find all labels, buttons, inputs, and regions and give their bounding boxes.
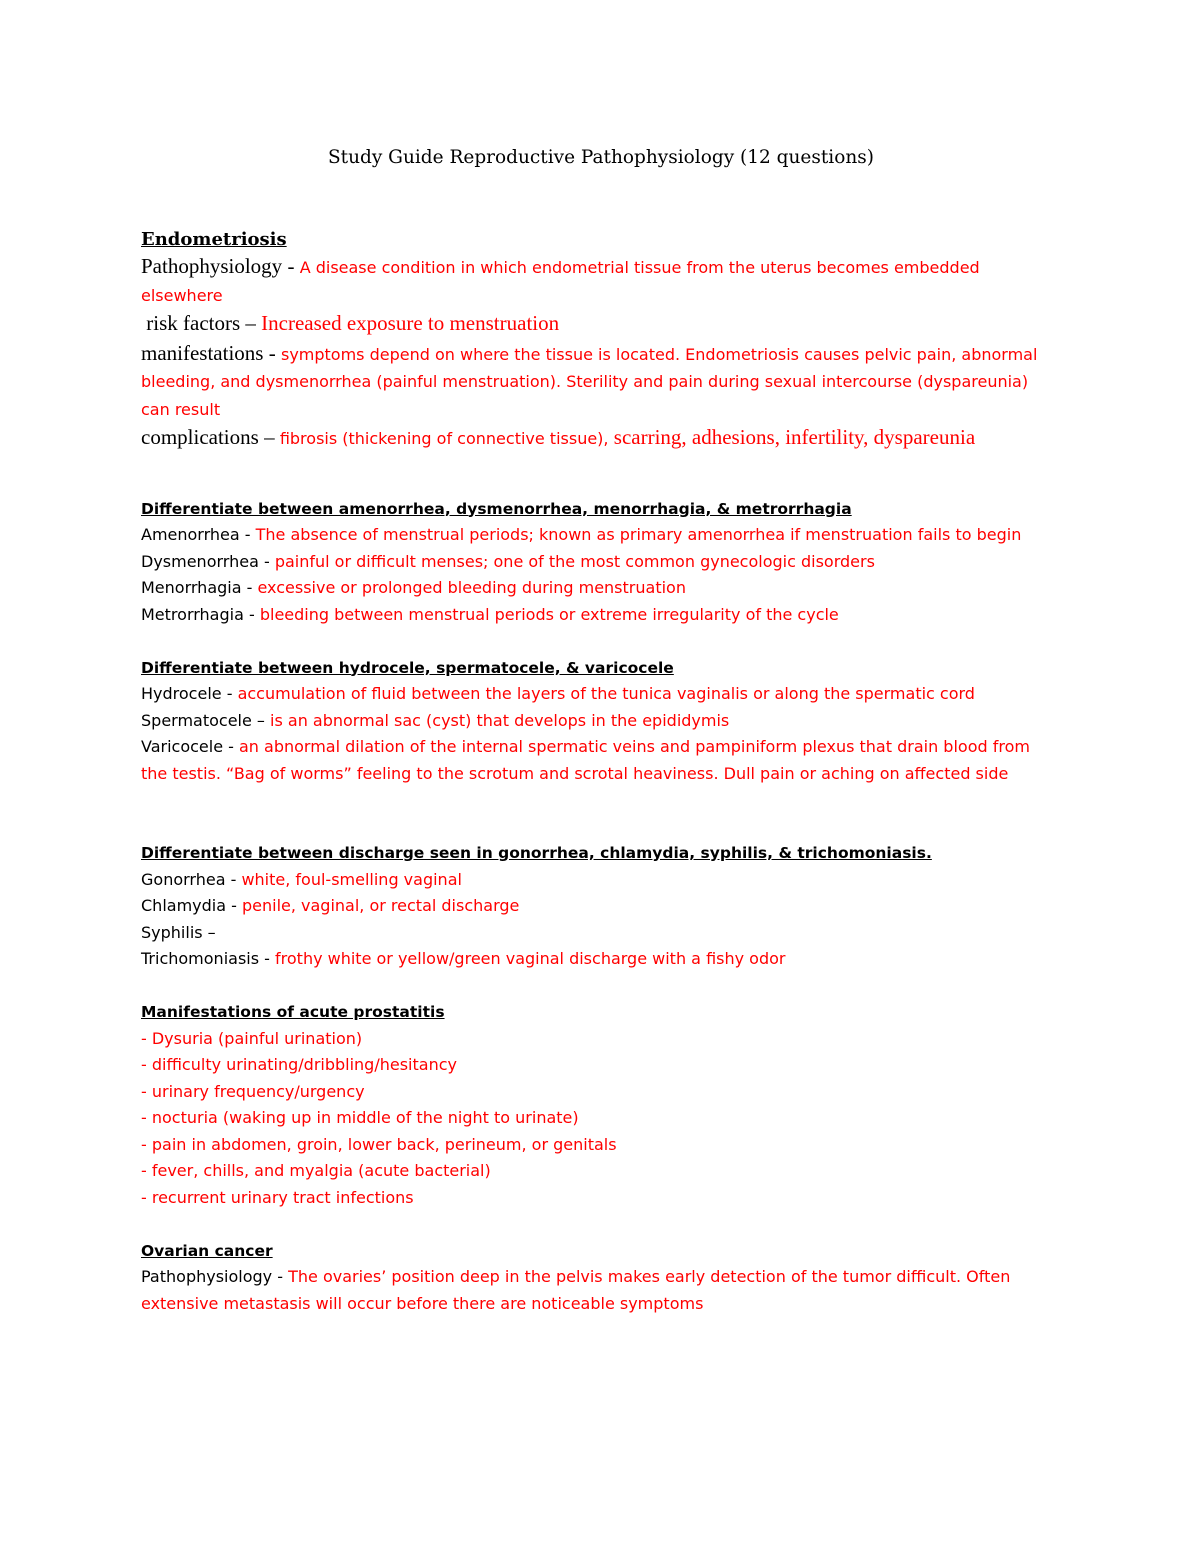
separator: - (221, 684, 238, 703)
term: Varicocele (141, 737, 224, 756)
menstrual-heading: Differentiate between amenorrhea, dysmenorrhea, menorrhagia, & metrorrhagia (141, 499, 852, 518)
label-manifestations: manifestations (141, 340, 264, 365)
definition: bleeding between menstrual periods or extreme irregularity of the cycle (259, 604, 839, 624)
label-pathophysiology: Pathophysiology (141, 254, 283, 278)
pathophysiology-text: A disease condition in which endometrial tissue from the uterus becomes embedded elsewhere (141, 258, 980, 305)
document-title: Study Guide Reproductive Pathophysiology (12 questions) (327, 147, 874, 168)
discharge-section (141, 840, 1061, 973)
label-complications: complications (141, 425, 259, 449)
definition: an abnormal dilation of the internal spermatic veins and pampiniform plexus that drain blood from the testis. “Bag of worms” feeling to the scrotum and scrotal heaviness. Dull pain or aching on affected side (141, 737, 1030, 783)
term: Gonorrhea (141, 869, 226, 889)
separator: – (240, 311, 262, 335)
list-item (141, 522, 1061, 549)
list-item (141, 708, 1061, 735)
complications-text-part2: scarring, adhesions, infertility, dyspareunia (608, 425, 976, 449)
endometriosis-risk-factors (141, 310, 1061, 340)
separator: – (258, 425, 280, 449)
definition: frothy white or yellow/green vaginal discharge with a fishy odor (275, 949, 786, 968)
definition: is an abnormal sac (cyst) that develops in the epididymis (270, 710, 730, 730)
endometriosis-heading: Endometriosis (141, 229, 287, 250)
term: Metrorrhagia (141, 604, 244, 624)
separator: – (202, 922, 216, 942)
prostatitis-section (141, 999, 1061, 1211)
label-risk-factors: risk factors (141, 311, 241, 335)
separator: - (282, 254, 300, 278)
term: Syphilis (141, 922, 203, 942)
definition: painful or difficult menses; one of the most common gynecologic disorders (274, 551, 875, 571)
list-item (141, 946, 1061, 973)
definition: penile, vaginal, or rectal discharge (241, 896, 520, 915)
list-item (141, 734, 1061, 787)
ovarian-section (141, 1238, 1061, 1318)
complications-text-part1: fibrosis (thickening of connective tissue), (279, 429, 609, 448)
list-item (141, 920, 1061, 947)
list-item (141, 893, 1061, 920)
separator: - (241, 578, 258, 597)
menstrual-section (141, 496, 1061, 629)
term: Spermatocele (141, 710, 252, 730)
list-item: - recurrent urinary tract infections (141, 1187, 414, 1207)
term: Chlamydia (141, 896, 227, 915)
term: Hydrocele (141, 684, 222, 703)
definition: The absence of menstrual periods; known as primary amenorrhea if menstruation fails to begin (255, 525, 1022, 544)
list-item (141, 867, 1061, 894)
list-item: - Dysuria (painful urination) (141, 1028, 363, 1048)
separator: – (251, 710, 271, 730)
list-item (141, 575, 1061, 602)
term: Trichomoniasis (141, 949, 260, 968)
term: Menorrhagia (141, 578, 242, 597)
separator: - (226, 896, 242, 915)
separator: - (243, 604, 260, 624)
risk-factors-text: Increased exposure to menstruation (261, 311, 560, 335)
list-item: - difficulty urinating/dribbling/hesitancy (141, 1055, 457, 1074)
endometriosis-manifestations (141, 340, 1061, 425)
definition: excessive or prolonged bleeding during menstruation (257, 578, 686, 597)
definition: white, foul-smelling vaginal (241, 869, 462, 889)
document-content (141, 143, 1061, 1317)
endometriosis-pathophysiology (141, 253, 1061, 310)
ovarian-pathophysiology (141, 1264, 1061, 1317)
list-item: - fever, chills, and myalgia (acute bacterial) (141, 1161, 491, 1180)
list-item: - pain in abdomen, groin, lower back, perineum, or genitals (141, 1134, 617, 1154)
ovarian-heading: Ovarian cancer (141, 1241, 273, 1260)
separator: - (263, 340, 281, 365)
separator: - (259, 949, 276, 968)
scrotal-section (141, 655, 1061, 788)
prostatitis-heading: Manifestations of acute prostatitis (141, 1003, 445, 1021)
term: Pathophysiology (141, 1267, 273, 1286)
separator: - (239, 525, 256, 544)
list-item: - urinary frequency/urgency (141, 1081, 365, 1101)
definition: accumulation of fluid between the layers of the tunica vaginalis or along the spermatic cord (237, 684, 975, 703)
separator: - (223, 737, 239, 756)
list-item (141, 549, 1061, 576)
list-item (141, 602, 1061, 629)
manifestations-text: symptoms depend on where the tissue is located. Endometriosis causes pelvic pain, abnormal bleeding, and dysmenorrhea (painful menstruation). Sterility and pain during sexual intercourse (dyspareunia) can result (141, 344, 1038, 419)
list-item: - nocturia (waking up in middle of the night to urinate) (141, 1108, 579, 1127)
separator: - (225, 869, 242, 889)
term: Dysmenorrhea (141, 551, 259, 571)
list-item (141, 681, 1061, 708)
discharge-heading: Differentiate between discharge seen in gonorrhea, chlamydia, syphilis, & trichomoniasis. (141, 844, 932, 862)
separator: - (258, 551, 275, 571)
endometriosis-complications (141, 424, 1061, 454)
term: Amenorrhea (141, 525, 240, 544)
separator: - (272, 1267, 289, 1286)
definition: The ovaries’ position deep in the pelvis makes early detection of the tumor difficult. Often extensive metastasis will occur before there are noticeable symptoms (141, 1267, 1011, 1313)
scrotal-heading: Differentiate between hydrocele, spermatocele, & varicocele (141, 658, 674, 677)
